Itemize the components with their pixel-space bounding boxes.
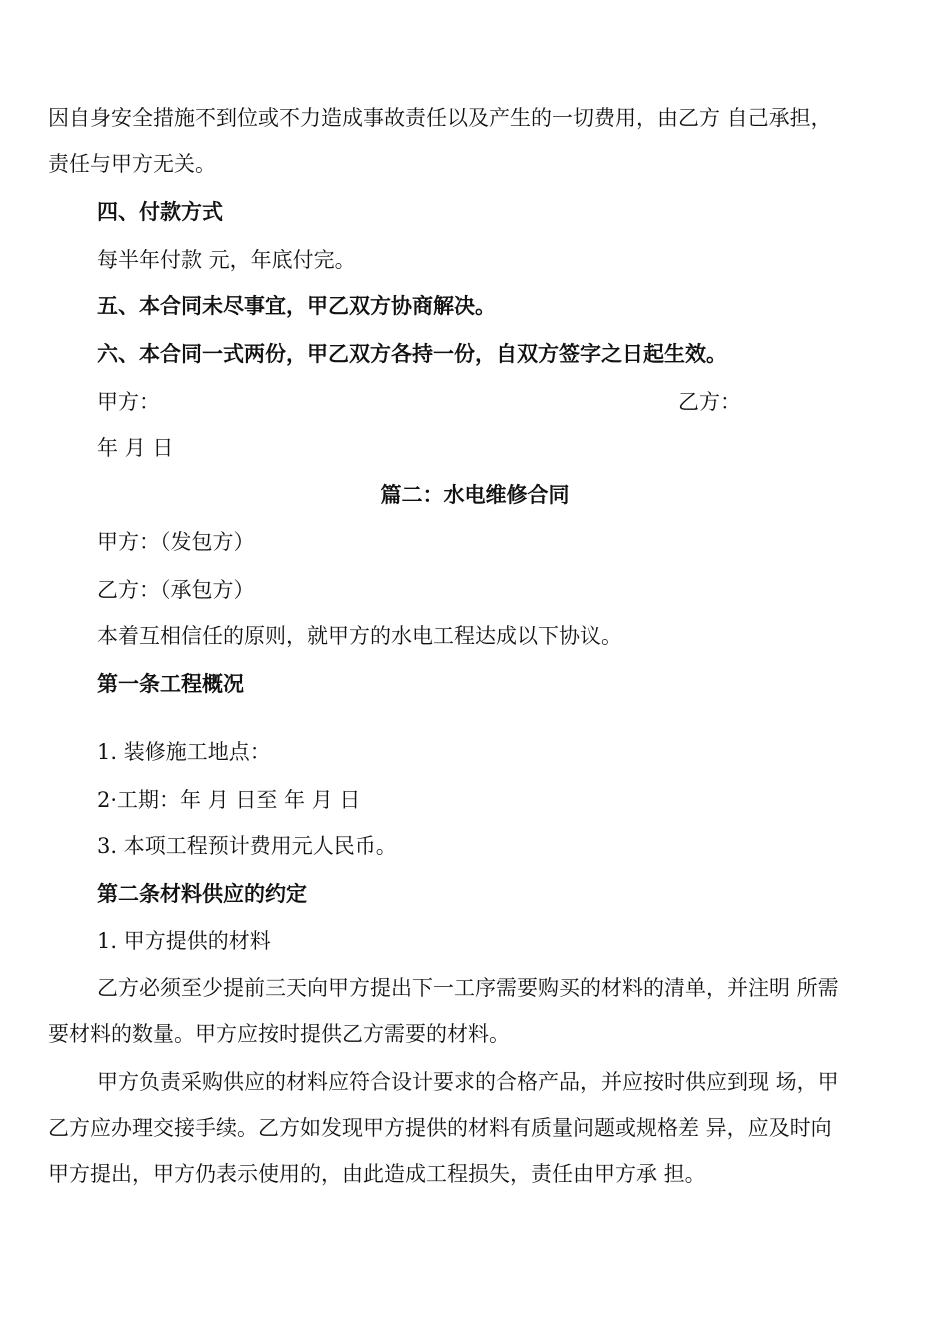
paragraph-line: 乙方应办理交接手续。乙方如发现甲方提供的材料有质量问题或规格差 异，应及时向 [48,1116,832,1140]
article-one-item: 2·工期：年 月 日至 年 月 日 [97,788,361,812]
section-heading-copies: 六、本合同一式两份，甲乙双方各持一份，自双方签字之日起生效。 [97,341,727,366]
signature-date-line: 年 月 日 [97,436,174,460]
party-b-signature-label: 乙方： [678,390,741,414]
article-one-heading: 第一条工程概况 [97,671,244,696]
article-two-heading: 第二条材料供应的约定 [97,881,307,906]
party-a-signature-label: 甲方： [97,390,160,414]
section-heading-payment: 四、付款方式 [97,199,223,224]
paragraph-line: 要材料的数量。甲方应按时提供乙方需要的材料。 [48,1022,510,1046]
party-a-label: 甲方：（发包方） [97,530,255,554]
article-one-item: 1. 装修施工地点： [97,740,271,764]
part-two-title: 篇二：水电维修合同 [380,482,570,507]
section-heading-unresolved-matters: 五、本合同未尽事宜，甲乙双方协商解决。 [97,293,496,318]
body-text-line: 责任与甲方无关。 [48,152,216,176]
article-two-item: 1. 甲方提供的材料 [97,929,271,953]
body-text-line: 因自身安全措施不到位或不力造成事故责任以及产生的一切费用，由乙方 自己承担， [48,106,832,130]
paragraph-line: 乙方必须至少提前三天向甲方提出下一工序需要购买的材料的清单，并注明 所需 [97,976,839,1000]
paragraph-line: 甲方负责采购供应的材料应符合设计要求的合格产品，并应按时供应到现 场，甲 [97,1070,839,1094]
agreement-intro: 本着互相信任的原则，就甲方的水电工程达成以下协议。 [97,624,622,648]
payment-text: 每半年付款 元，年底付完。 [97,248,356,272]
party-b-label: 乙方：（承包方） [97,578,255,602]
article-one-item: 3. 本项工程预计费用元人民币。 [97,834,397,858]
paragraph-line: 甲方提出，甲方仍表示使用的，由此造成工程损失，责任由甲方承 担。 [48,1162,706,1186]
